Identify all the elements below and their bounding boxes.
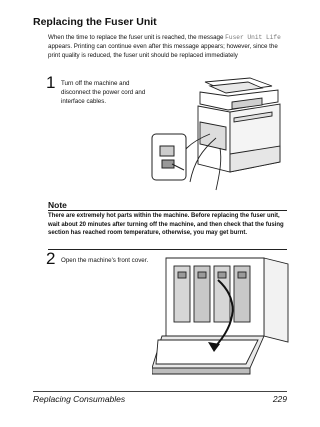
footer-chapter: Replacing Consumables [33, 394, 126, 404]
note-text: There are extremely hot parts within the machine. Before replacing the fuser unit, wait about 20 minutes after turning off the machine, and then check that the fusing section has reached room temperature, otherwise, you may get burnt. [48, 213, 284, 237]
step-2-text: Open the machine's front cover. [61, 257, 149, 264]
note-bottom-divider [48, 249, 287, 250]
printer-cables-illustration [150, 72, 290, 192]
intro-paragraph [48, 33, 286, 60]
step-2-number: 2 [46, 249, 56, 268]
intro-text-end: appears. Printing can continue even after this message appears; however, since the print quality is reduced, the fuser unit should be replaced immediately [48, 43, 278, 59]
note-label: Note [48, 200, 67, 210]
fuser-life-message: Fuser Unit Life [225, 34, 281, 41]
note-top-divider [48, 210, 287, 211]
step-1-number: 1 [46, 73, 56, 92]
page-number: 229 [272, 394, 287, 404]
section-title: Replacing the Fuser Unit [33, 16, 157, 28]
step-1-text: Turn off the machine and disconnect the power cord and interface cables. [61, 80, 146, 105]
front-cover-open-illustration [152, 256, 290, 382]
intro-text-start: When the time to replace the fuser unit is reached, the message [48, 34, 226, 41]
footer-divider [33, 391, 287, 392]
